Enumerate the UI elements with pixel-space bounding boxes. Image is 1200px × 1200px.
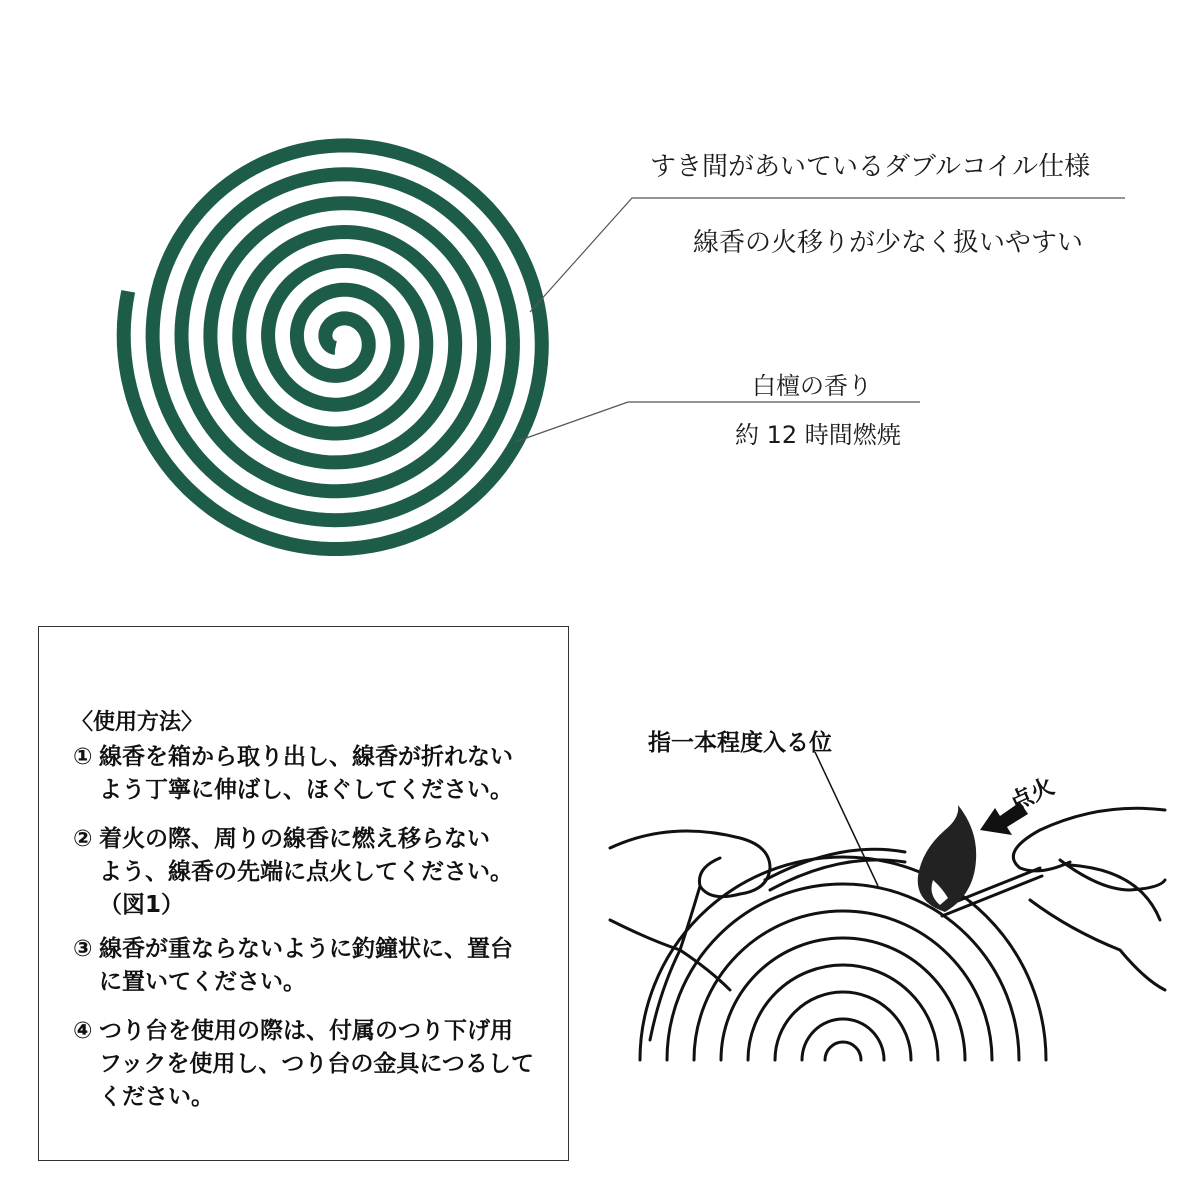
coil-spiral	[124, 145, 542, 549]
usage-title: 〈使用方法〉	[71, 710, 204, 735]
step-number: ④	[73, 1018, 93, 1044]
step-text: 着火の際、周りの線香に燃え移らない よう、線香の先端に点火してください。 （図1）	[99, 826, 513, 918]
feature-gap-spec: すき間があいているダブルコイル仕様	[650, 152, 1091, 182]
right-hand	[1013, 808, 1165, 871]
finger-gap-label: 指一本程度入る位	[648, 730, 832, 756]
feature-burn-time: 約 12 時間燃焼	[735, 421, 901, 449]
right-hand	[1070, 865, 1160, 920]
right-hand	[1030, 900, 1165, 990]
coil-arc	[775, 992, 911, 1060]
usage-step	[73, 823, 569, 922]
ignite-label: 点火	[1005, 773, 1059, 817]
coil-arc	[694, 911, 992, 1060]
coil-arc	[802, 1019, 884, 1060]
step-text: 線香が重ならないように釣鐘状に、置台 に置いてください。	[99, 936, 513, 995]
feature-scent: 白檀の香り	[752, 372, 872, 400]
step-text: 線香を箱から取り出し、線香が折れない よう丁寧に伸ばし、ほぐしてください。	[99, 744, 513, 803]
usage-step	[73, 1015, 569, 1114]
step-number: ①	[73, 744, 93, 770]
label-pointer	[815, 752, 878, 886]
step-text: つり台を使用の際は、付属のつり下げ用 フックを使用し、つり台の金具につるして ください。	[99, 1018, 534, 1110]
feature-easy-handle: 線香の火移りが少なく扱いやすい	[693, 228, 1084, 258]
step-number: ③	[73, 936, 93, 962]
usage-step	[73, 933, 569, 999]
usage-step	[73, 741, 569, 807]
left-hand	[610, 831, 770, 897]
coil-arc	[825, 1042, 861, 1060]
step-number: ②	[73, 826, 93, 852]
usage-instructions-box	[38, 626, 569, 1161]
